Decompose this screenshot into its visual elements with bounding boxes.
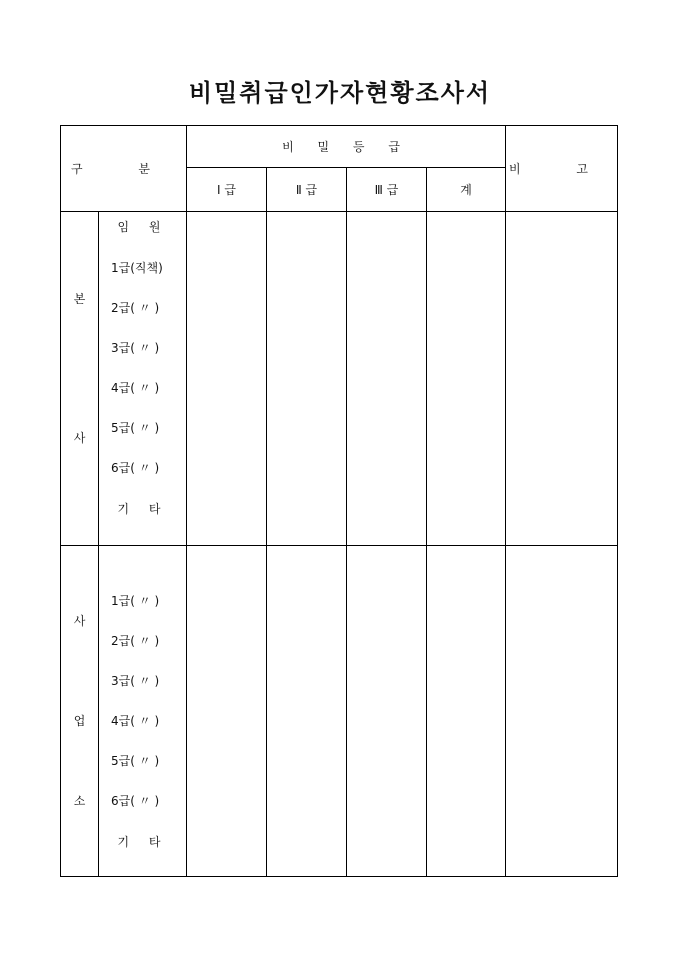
secret-level-header: 비 밀 등 급 [282,139,410,154]
table-divider [346,167,347,877]
row-label: 5급( 〃 ) [111,754,160,768]
section-branch-char: 업 [73,714,86,728]
total-header: 계 [460,182,472,197]
row-label: 2급( 〃 ) [111,301,160,315]
level-2-header: Ⅱ 급 [295,182,318,197]
survey-table [60,125,618,877]
row-label: 1급( 〃 ) [111,594,160,608]
row-label: 6급( 〃 ) [111,461,160,475]
section-head-office-char: 사 [73,431,86,445]
row-label: 기 타 [117,835,169,849]
remarks-header: 비 고 [509,161,614,176]
row-label: 6급( 〃 ) [111,794,160,808]
row-label: 2급( 〃 ) [111,634,160,648]
section-branch-char: 소 [73,794,86,808]
row-label: 3급( 〃 ) [111,341,160,355]
table-divider [266,167,267,877]
section-head-office-char: 본 [73,292,86,306]
row-label: 임 원 [117,220,169,234]
row-label: 4급( 〃 ) [111,381,160,395]
row-label: 1급(직책) [111,261,163,275]
table-divider [61,211,617,212]
row-label: 5급( 〃 ) [111,421,160,435]
table-divider [505,126,506,877]
row-label: 3급( 〃 ) [111,674,160,688]
row-label: 기 타 [117,502,169,516]
level-1-header: Ⅰ 급 [217,182,236,197]
level-3-header: Ⅲ 급 [374,182,399,197]
row-label: 4급( 〃 ) [111,714,160,728]
category-header: 구 분 [71,161,176,176]
document-title: 비밀취급인가자현황조사서 [188,78,492,107]
table-divider [61,545,617,546]
table-divider [426,167,427,877]
section-branch-char: 사 [73,614,86,628]
